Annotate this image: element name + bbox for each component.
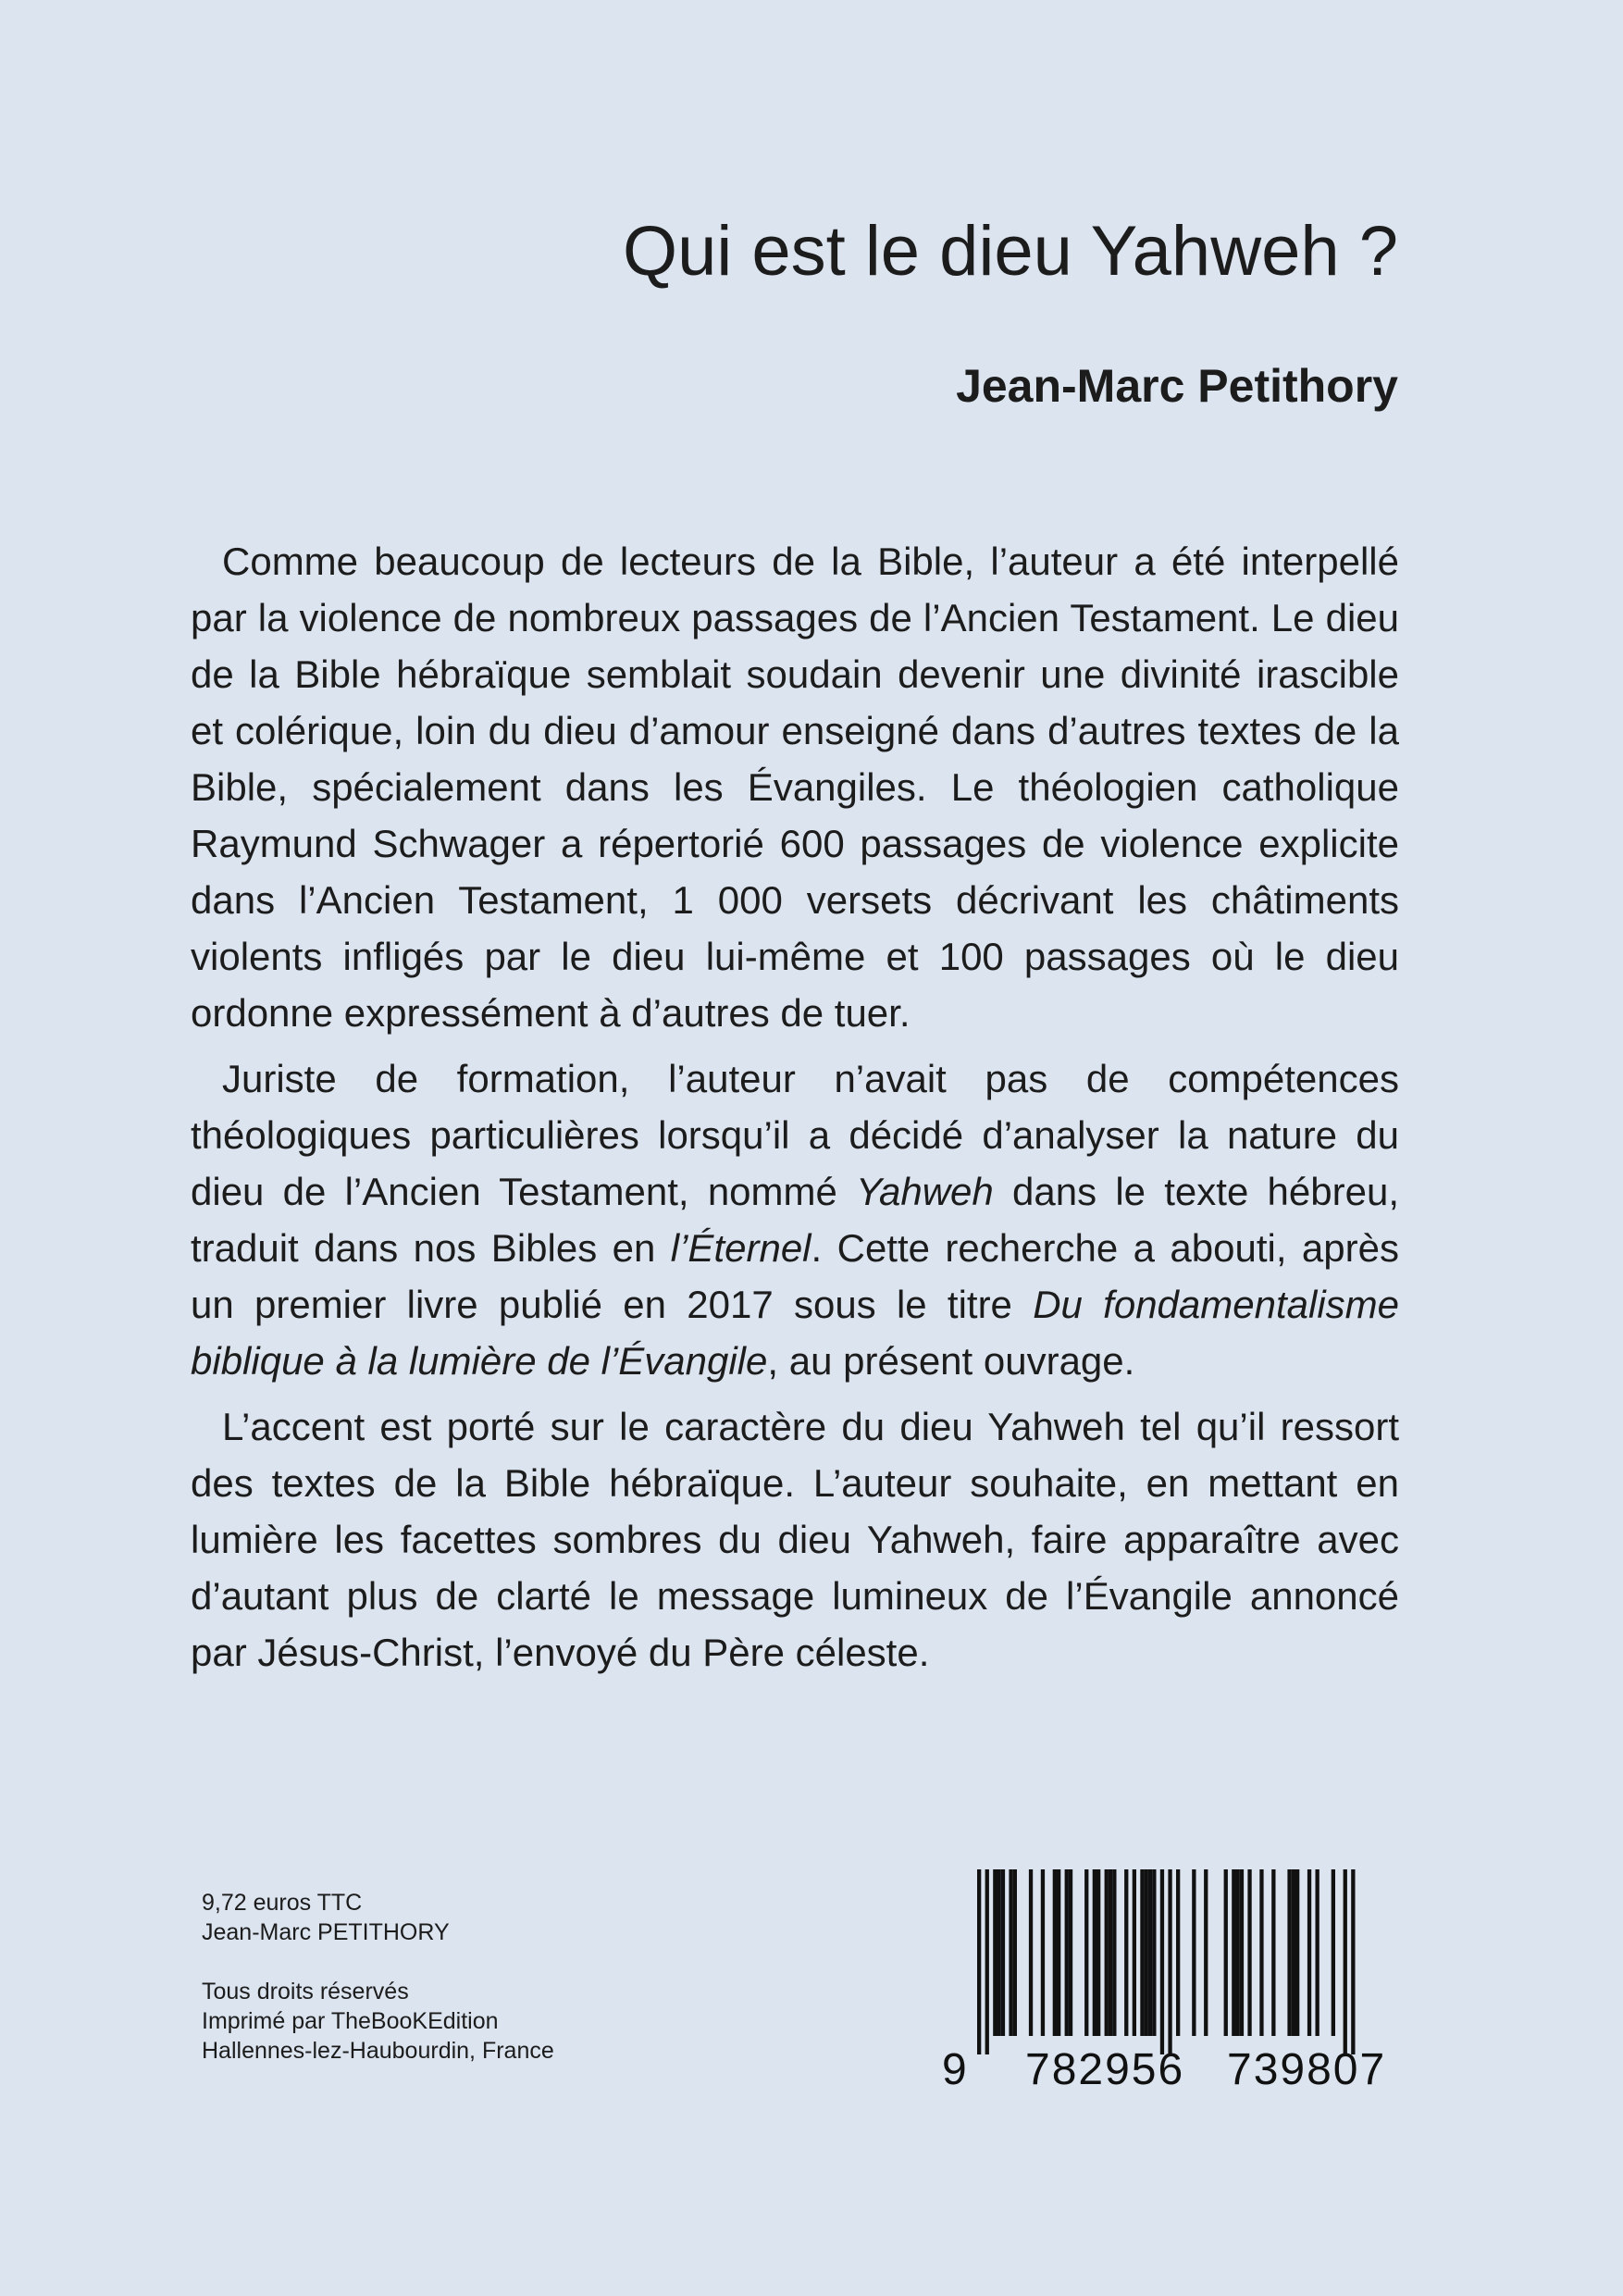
barcode-bar (1316, 1869, 1319, 2036)
barcode-bar (1053, 1869, 1057, 2036)
barcode-bar (993, 1869, 997, 2036)
italic-title-text: Yahweh (856, 1170, 994, 1213)
printer-text: Imprimé par TheBooKEdition (202, 2008, 499, 2034)
barcode-bar (1292, 1869, 1295, 2036)
barcode-bar (1065, 1869, 1069, 2036)
barcode-digits-right: 739807 (1227, 2045, 1387, 2091)
book-blurb (191, 533, 1399, 1690)
publisher-text: Jean-Marc PETITHORY (202, 1919, 450, 1945)
barcode-bar (1009, 1869, 1012, 2036)
barcode-bar (1271, 1869, 1275, 2036)
barcode-bar (1001, 1869, 1005, 2036)
barcode-bar (1236, 1869, 1240, 2036)
blurb-text: dans le texte hébreu, traduit dans nos Bibles en (191, 1170, 1399, 1270)
barcode-bar (1168, 1869, 1171, 2054)
barcode-bar (1351, 1869, 1355, 2054)
italic-title-text: l’Éternel (670, 1226, 812, 1270)
barcode-bar (1176, 1869, 1180, 2036)
barcode-bar (997, 1869, 1001, 2036)
rights-text: Tous droits réservés (202, 1979, 409, 2004)
isbn-barcode (933, 1869, 1395, 2091)
blurb-paragraph (191, 1050, 1399, 1389)
barcode-bar (1112, 1869, 1116, 2036)
barcode-bar (1096, 1869, 1100, 2036)
barcode-bar (1069, 1869, 1072, 2036)
barcode-bar (1295, 1869, 1299, 2036)
barcode-bar (1029, 1869, 1033, 2036)
book-title: Qui est le dieu Yahweh ? (623, 212, 1398, 291)
price-text: 9,72 euros TTC (202, 1890, 363, 1916)
barcode-bars (977, 1869, 1356, 2054)
barcode-bar (1148, 1869, 1152, 2036)
imprint-block (202, 1888, 554, 2066)
barcode-bar (1133, 1869, 1136, 2036)
barcode-bar (1240, 1869, 1244, 2036)
barcode-bar (1259, 1869, 1263, 2036)
barcode-bar (977, 1869, 981, 2054)
barcode-bar (1140, 1869, 1144, 2036)
barcode-bar (985, 1869, 989, 2054)
barcode-bar (1041, 1869, 1045, 2036)
location-text: Hallennes-lez-Haubourdin, France (202, 2038, 554, 2064)
blurb-paragraph (191, 1398, 1399, 1681)
barcode-bar (1013, 1869, 1017, 2036)
barcode-bar (1224, 1869, 1228, 2036)
barcode-bar (1084, 1869, 1088, 2036)
italic-title-text: Du fondamentalisme biblique à la lumière de l’Évangile (191, 1283, 1400, 1383)
blurb-text: L’accent est porté sur le caractère du dieu Yahweh tel qu’il ressort des textes de la Bible hébraïque. L’auteur souhaite, en mettant en lumière les facettes sombres du dieu Yahweh, faire apparaître avec d’autant plus de clarté le message lumineux de l’Évangile annoncé par Jésus-Christ, l’envoyé du Père céleste. (191, 1405, 1399, 1674)
barcode-bar (1287, 1869, 1291, 2036)
barcode-bar (1093, 1869, 1096, 2036)
book-author: Jean-Marc Petithory (956, 360, 1398, 412)
barcode-bar (1204, 1869, 1208, 2036)
barcode-bar (1109, 1869, 1112, 2036)
barcode-digits-left: 782956 (1025, 2045, 1185, 2091)
barcode-bar (1105, 1869, 1109, 2036)
blurb-text: , au présent ouvrage. (767, 1339, 1135, 1383)
barcode-bar (1152, 1869, 1156, 2036)
barcode-bar (1307, 1869, 1311, 2036)
barcode-bar (1192, 1869, 1196, 2036)
blurb-text: Juriste de formation, l’auteur n’avait pas de compétences théologiques particulières lorsqu’il a décidé d’analyser la nature du dieu de l’Ancien Testament, nommé (191, 1057, 1399, 1213)
blurb-text: . Cette recherche a abouti, après un premier livre publié en 2017 sous le titre (191, 1226, 1399, 1326)
barcode-bar (1057, 1869, 1060, 2036)
barcode-digit-first: 9 (942, 2045, 967, 2091)
barcode-bar (1247, 1869, 1251, 2036)
barcode-bar (1344, 1869, 1347, 2054)
barcode-bar (1332, 1869, 1335, 2036)
barcode-bar (1124, 1869, 1128, 2036)
barcode-bar (1145, 1869, 1148, 2036)
blurb-text: Comme beaucoup de lecteurs de la Bible, l’auteur a été interpellé par la violence de nombreux passages de l’Ancien Testament. Le dieu de la Bible hébraïque semblait soudain devenir une divinité irascible et colérique, loin du dieu d’amour enseigné dans d’autres textes de la Bible, spécialement dans les Évangiles. Le théologien catholique Raymund Schwager a répertorié 600 passages de violence explicite dans l’Ancien Testament, 1 000 versets décrivant les châtiments violents infligés par le dieu lui-même et 100 passages où le dieu ordonne expressément à d’autres de tuer. (191, 540, 1399, 1035)
barcode-bar (1232, 1869, 1235, 2036)
barcode-bar (1160, 1869, 1164, 2054)
blurb-paragraph (191, 533, 1399, 1041)
